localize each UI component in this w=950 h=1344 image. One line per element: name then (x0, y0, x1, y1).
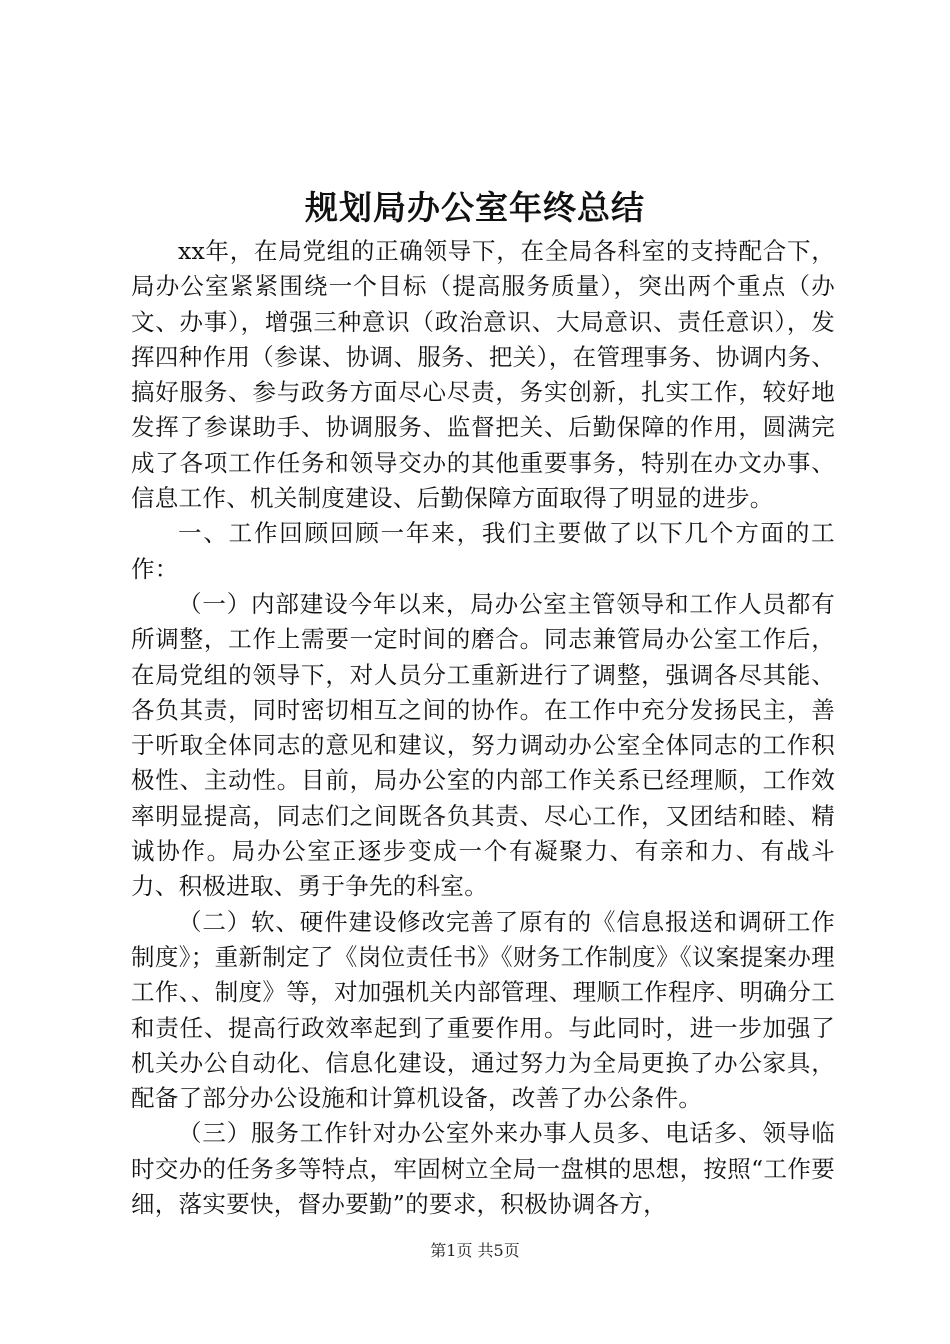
paragraph-section-heading: 一、工作回顾回顾一年来，我们主要做了以下几个方面的工作： (131, 519, 835, 583)
paragraph-software-hardware: （二）软、硬件建设修改完善了原有的《信息报送和调研工作制度》；重新制定了《岗位责任书》《财务工作制度》《议案提案办理工作、、制度》等，对加强机关内部管理、理顺工作程序、明确分工和责任、提高行政效率起到了重要作用。与此同时，进一步加强了机关办公自动化、信息化建设，通过努力为全局更换了办公家具，配备了部分办公设施和计算机设备，改善了办公条件。 (131, 907, 835, 1113)
paragraph-service-work: （三）服务工作针对办公室外来办事人员多、电话多、领导临时交办的任务多等特点，牢固树立全局一盘棋的思想，按照“工作要细，落实要快，督办要勤”的要求，积极协调各方， (131, 1119, 835, 1219)
paragraph-intro: xx年，在局党组的正确领导下，在全局各科室的支持配合下，局办公室紧紧围绕一个目标（提高服务质量），突出两个重点（办文、办事），增强三种意识（政治意识、大局意识、责任意识），发挥四种作用（参谋、协调、服务、把关），在管理事务、协调内务、搞好服务、参与政务方面尽心尽责，务实创新，扎实工作，较好地发挥了参谋助手、协调服务、监督把关、后勤保障的作用，圆满完成了各项工作任务和领导交办的其他重要事务，特别在办文办事、信息工作、机关制度建设、后勤保障方面取得了明显的进步。 (131, 237, 835, 513)
page-number-footer: 第1页 共5页 (430, 1241, 520, 1260)
document-title: 规划局办公室年终总结 (305, 188, 645, 227)
document-body (131, 234, 835, 1222)
paragraph-internal-construction: （一）内部建设今年以来，局办公室主管领导和工作人员都有所调整，工作上需要一定时间的磨合。同志兼管局办公室工作后，在局党组的领导下，对人员分工重新进行了调整，强调各尽其能、各负其责，同时密切相互之间的协作。在工作中充分发扬民主，善于听取全体同志的意见和建议，努力调动办公室全体同志的工作积极性、主动性。目前，局办公室的内部工作关系已经理顺，工作效率明显提高，同志们之间既各负其责、尽心工作，又团结和睦、精诚协作。局办公室正逐步变成一个有凝聚力、有亲和力、有战斗力、积极进取、勇于争先的科室。 (131, 589, 835, 901)
